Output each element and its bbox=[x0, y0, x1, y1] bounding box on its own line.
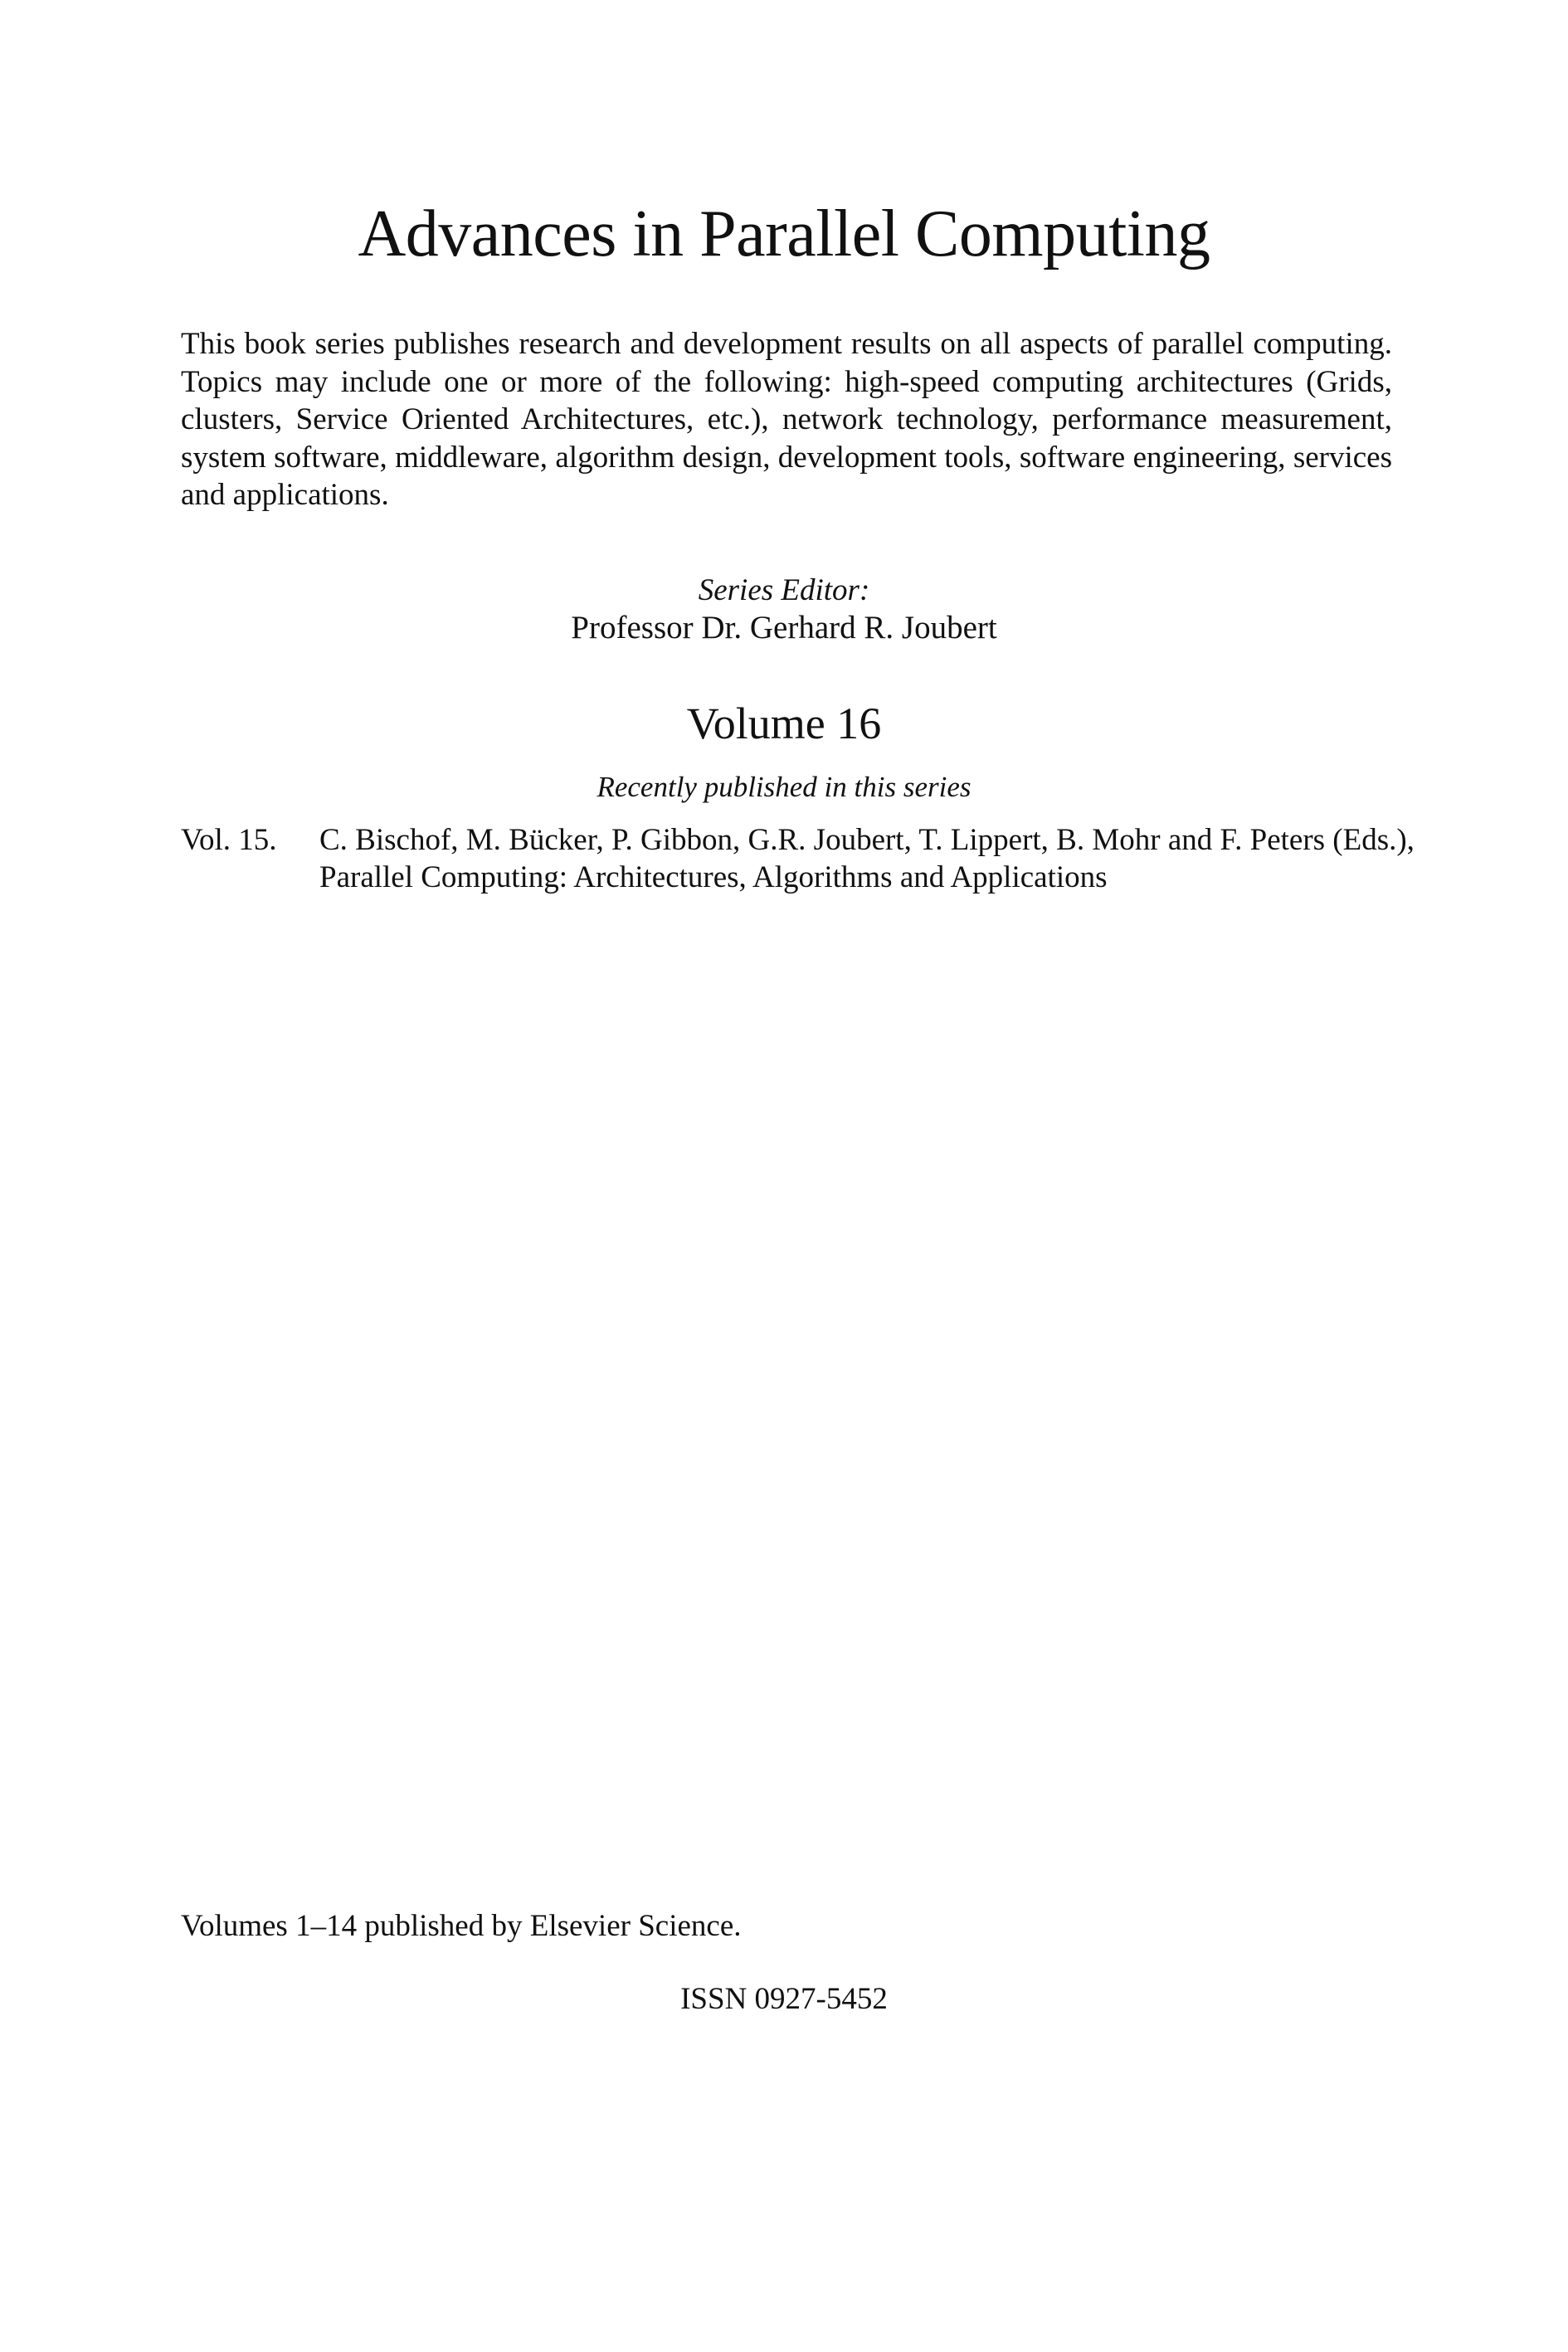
issn: ISSN 0927-5452 bbox=[680, 1982, 888, 2016]
publisher-note: Volumes 1–14 published by Elsevier Science. bbox=[181, 1909, 742, 1943]
series-description: This book series publishes research and development results on all aspects of parallel computing. Topics may include one or more of the following: high-speed computing architectures (Grids, clusters, Service Oriented Architectures, etc.), network technology, performance measurement, system software, middleware, algorithm design, development tools, software engineering, services and applications. bbox=[181, 327, 1392, 512]
volume-number: Volume 16 bbox=[686, 699, 882, 748]
series-editor-name: Professor Dr. Gerhard R. Joubert bbox=[571, 610, 997, 645]
published-volume-number: Vol. 15. bbox=[181, 823, 277, 857]
series-editor-label: Series Editor: bbox=[698, 573, 870, 607]
published-volume-citation: C. Bischof, M. Bücker, P. Gibbon, G.R. Joubert, T. Lippert, B. Mohr and F. Peters (Eds.), Parallel Computing: Architectures, Algorithms and Applications bbox=[319, 823, 1415, 894]
series-title: Advances in Parallel Computing bbox=[358, 197, 1210, 270]
recently-published-heading: Recently published in this series bbox=[597, 771, 971, 803]
